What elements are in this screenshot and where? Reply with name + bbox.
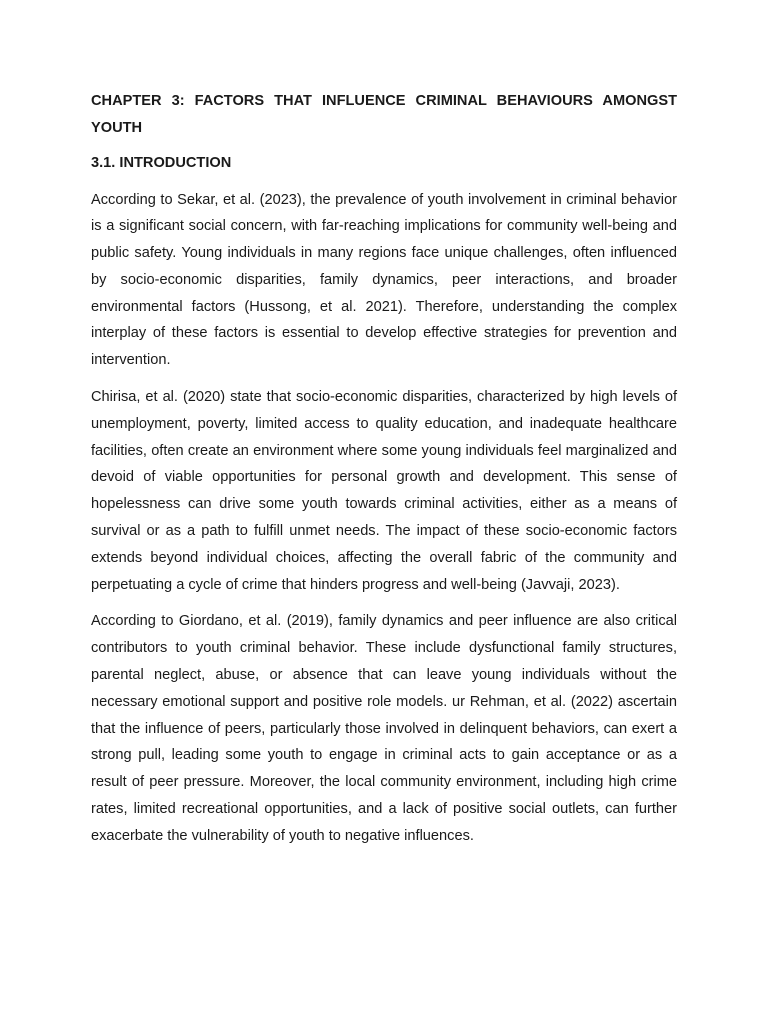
paragraph-family-peer: According to Giordano, et al. (2019), family dynamics and peer influence are also critical contributors to youth criminal behavior. These include dysfunctional family structures, parental neglect, abuse, or absence that can leave young individuals without the necessary emotional support and positive role models. ur Rehman, et al. (2022) ascertain that the influence of peers, particularly those involved in delinquent behaviors, can exert a strong pull, leading some youth to engage in criminal acts to gain acceptance or as a result of peer pressure. Moreover, the local community environment, including high crime rates, limited recreational opportunities, and a lack of positive social outlets, can further exacerbate the vulnerability of youth to negative influences. <box>91 613 677 844</box>
section-heading: 3.1. INTRODUCTION <box>91 155 232 171</box>
paragraph-introduction: According to Sekar, et al. (2023), the prevalence of youth involvement in criminal behavior is a significant social concern, with far-reaching implications for community well-being and public safety. Young individuals in many regions face unique challenges, often influenced by socio-economic disparities, family dynamics, peer interactions, and broader environmental factors (Hussong, et al. 2021). Therefore, understanding the complex interplay of these factors is essential to develop effective strategies for prevention and intervention. <box>91 191 677 369</box>
paragraph-socio-economic: Chirisa, et al. (2020) state that socio-economic disparities, characterized by high levels of unemployment, poverty, limited access to quality education, and inadequate healthcare facilities, often create an environment where some young individuals feel marginalized and devoid of viable opportunities for personal growth and development. This sense of hopelessness can drive some youth towards criminal activities, either as a means of survival or as a path to fulfill unmet needs. The impact of these socio-economic factors extends beyond individual choices, affecting the overall fabric of the community and perpetuating a cycle of crime that hinders progress and well-being (Javvaji, 2023). <box>91 389 677 593</box>
page-content <box>91 88 677 850</box>
chapter-title: CHAPTER 3: FACTORS THAT INFLUENCE CRIMINAL BEHAVIOURS AMONGST YOUTH <box>91 93 677 136</box>
